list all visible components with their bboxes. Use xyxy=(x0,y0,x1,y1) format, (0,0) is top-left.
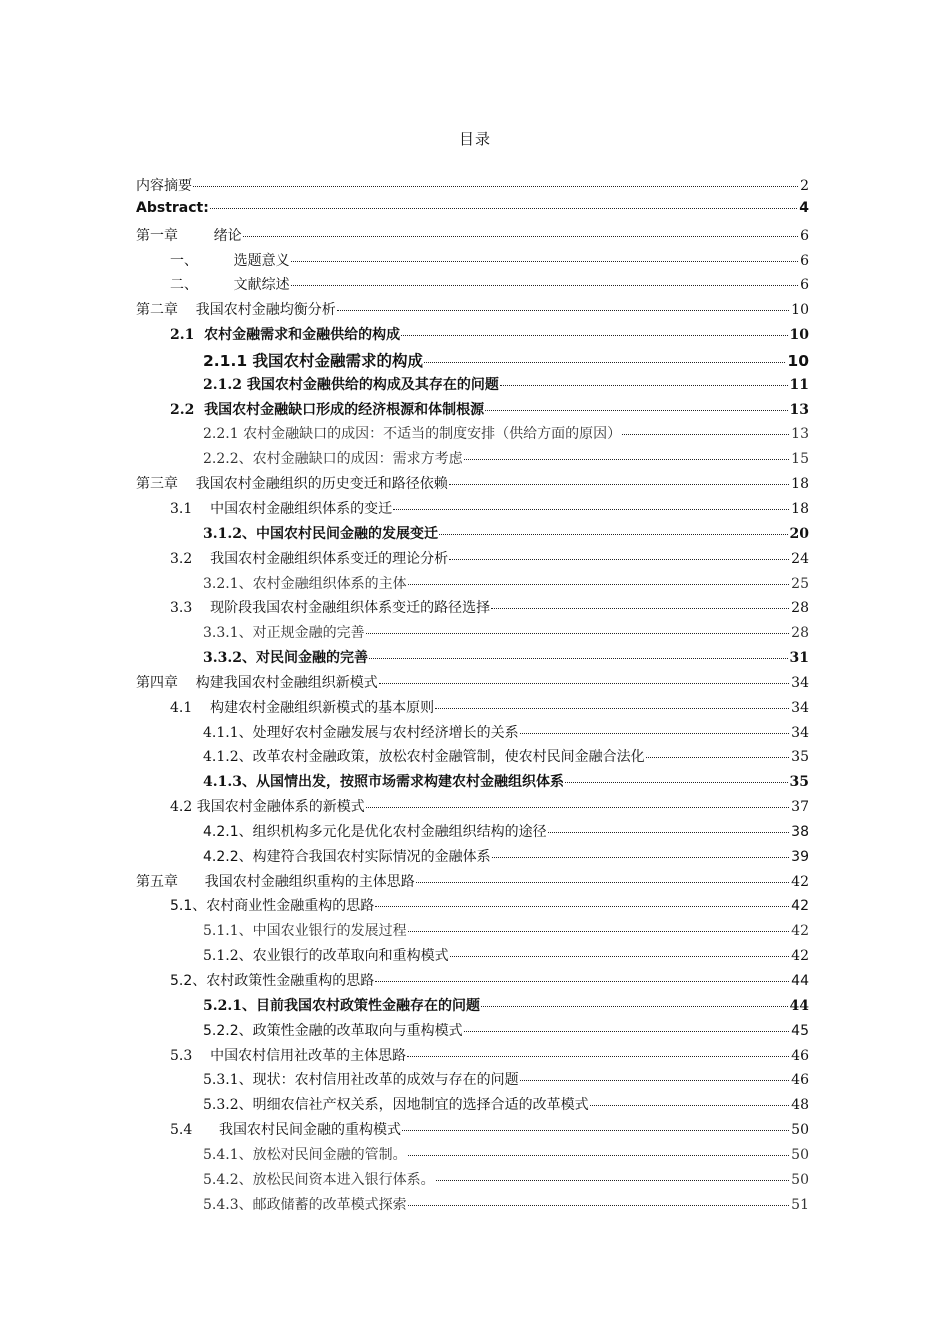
dot-leader xyxy=(375,980,789,982)
toc-page-number: 28 xyxy=(791,600,809,617)
dot-leader xyxy=(416,881,789,883)
toc-page-number: 6 xyxy=(800,227,809,244)
toc-page-number: 45 xyxy=(791,1022,809,1039)
toc-entry[interactable] xyxy=(136,1169,809,1194)
toc-title: 目录 xyxy=(458,130,491,148)
toc-entry[interactable] xyxy=(136,498,809,523)
toc-entry-label: 5.4 我国农村民间金融的重构模式 xyxy=(170,1122,401,1139)
toc-entry-label: 一、 选题意义 xyxy=(170,252,290,269)
toc-entry[interactable] xyxy=(136,399,809,424)
dot-leader xyxy=(243,235,798,237)
toc-entry[interactable] xyxy=(136,821,809,846)
toc-entry[interactable] xyxy=(136,423,809,448)
toc-entry-label: 3.3.2、对民间金融的完善 xyxy=(203,650,368,667)
toc-page-number: 6 xyxy=(800,252,809,269)
toc-entry[interactable] xyxy=(136,771,809,796)
toc-page-number: 18 xyxy=(791,500,809,517)
toc-entry-label: 5.1.2、农业银行的改革取向和重构模式 xyxy=(203,948,449,965)
dot-leader xyxy=(291,260,798,262)
toc-entry-label: 5.2.2、政策性金融的改革取向与重构模式 xyxy=(203,1022,463,1039)
dot-leader xyxy=(291,284,798,286)
dot-leader xyxy=(408,1204,790,1206)
toc-page-number: 46 xyxy=(791,1072,809,1089)
toc-entry-label: 4.2 我国农村金融体系的新模式 xyxy=(170,799,365,816)
toc-entry[interactable] xyxy=(136,970,809,995)
toc-page-number: 51 xyxy=(791,1196,809,1213)
toc-page-number: 42 xyxy=(791,923,809,940)
toc-entry-label: 2.2 我国农村金融缺口形成的经济根源和体制根源 xyxy=(170,401,485,418)
toc-page-number: 28 xyxy=(791,625,809,642)
toc-page-number: 2 xyxy=(800,178,809,194)
toc-entry[interactable] xyxy=(136,274,809,299)
toc-entry[interactable] xyxy=(136,1119,809,1144)
dot-leader xyxy=(439,533,788,535)
toc-page-number: 10 xyxy=(791,302,809,319)
toc-entry[interactable] xyxy=(136,597,809,622)
dot-leader xyxy=(449,558,789,560)
toc-entry-label: 4.1 构建农村金融组织新模式的基本原则 xyxy=(170,699,435,716)
toc-entry-label: 第一章 绪论 xyxy=(136,227,242,244)
toc-entry[interactable] xyxy=(136,995,809,1020)
dot-leader xyxy=(500,384,788,386)
toc-entry[interactable] xyxy=(136,175,809,200)
dot-leader xyxy=(402,1129,789,1131)
toc-page-number: 35 xyxy=(789,774,809,791)
toc-entry[interactable] xyxy=(136,697,809,722)
toc-entry-label: 3.2.1、农村金融组织体系的主体 xyxy=(203,575,407,592)
toc-entry[interactable] xyxy=(136,722,809,747)
toc-page-number: 42 xyxy=(791,873,809,890)
toc-page-number: 50 xyxy=(791,1122,809,1139)
toc-entry-label: 2.1 农村金融需求和金融供给的构成 xyxy=(170,327,401,344)
toc-entry-label: 5.4.1、放松对民间金融的管制。 xyxy=(203,1146,407,1163)
dot-leader xyxy=(485,409,787,411)
toc-entry[interactable] xyxy=(136,796,809,821)
dot-leader xyxy=(464,1030,790,1032)
toc-page-number: 10 xyxy=(789,327,809,344)
toc-entry[interactable] xyxy=(136,324,809,349)
dot-leader xyxy=(464,458,790,460)
toc-page-number: 6 xyxy=(800,277,809,294)
toc-page-number: 18 xyxy=(791,476,809,493)
toc-entry-label: 第二章 我国农村金融均衡分析 xyxy=(136,302,336,319)
toc-page-number: 34 xyxy=(791,724,809,741)
dot-leader xyxy=(435,707,789,709)
toc-entry-label: 第四章 构建我国农村金融组织新模式 xyxy=(136,674,378,691)
toc-page-number: 34 xyxy=(791,674,809,691)
dot-leader xyxy=(408,930,790,932)
toc-entry-label: 5.1.1、中国农业银行的发展过程 xyxy=(203,923,407,940)
toc-entry[interactable] xyxy=(136,1094,809,1119)
toc-entry-label: 第三章 我国农村金融组织的历史变迁和路径依赖 xyxy=(136,476,448,493)
toc-entry[interactable] xyxy=(136,1144,809,1169)
dot-leader xyxy=(366,632,790,634)
toc-page-number: 31 xyxy=(789,650,809,667)
toc-entry-label: 4.2.1、组织机构多元化是优化农村金融组织结构的途径 xyxy=(203,823,547,840)
toc-page-number: 11 xyxy=(789,376,809,393)
toc-page-number: 10 xyxy=(787,351,809,370)
toc-page-number: 37 xyxy=(791,799,809,816)
dot-leader xyxy=(622,433,789,435)
dot-leader xyxy=(491,607,789,609)
dot-leader xyxy=(450,955,790,957)
toc-entry[interactable] xyxy=(136,573,809,598)
toc-entry-label: 2.2.1 农村金融缺口的成因：不适当的制度安排（供给方面的原因） xyxy=(203,426,622,443)
toc-entry-label: 3.3 现阶段我国农村金融组织体系变迁的路径选择 xyxy=(170,600,491,617)
dot-leader xyxy=(548,831,790,833)
dot-leader xyxy=(408,1154,790,1156)
toc-entry-label: 5.2.1、目前我国农村政策性金融存在的问题 xyxy=(203,997,480,1014)
dot-leader xyxy=(449,483,789,485)
toc-entry[interactable] xyxy=(136,920,809,945)
toc-page-number: 4 xyxy=(799,199,809,216)
toc-entry[interactable] xyxy=(136,349,809,374)
dot-leader xyxy=(375,905,789,907)
toc-page-number: 20 xyxy=(789,525,809,542)
toc-page-number: 42 xyxy=(791,898,809,915)
toc-page-number: 50 xyxy=(791,1146,809,1163)
dot-leader xyxy=(481,1005,788,1007)
toc-entry[interactable] xyxy=(136,250,809,275)
toc-entry-label: 第五章 我国农村金融组织重构的主体思路 xyxy=(136,873,415,890)
toc-page-number: 35 xyxy=(791,749,809,766)
toc-entry[interactable] xyxy=(136,746,809,771)
toc-entry-label: 2.2.2、农村金融缺口的成因：需求方考虑 xyxy=(203,451,463,468)
toc-entry-label: 5.3.1、现状：农村信用社改革的成效与存在的问题 xyxy=(203,1072,519,1089)
toc-entry[interactable] xyxy=(136,1194,809,1219)
toc-entry[interactable] xyxy=(136,548,809,573)
toc-entry[interactable] xyxy=(136,1020,809,1045)
toc-entry[interactable] xyxy=(136,945,809,970)
toc-entry[interactable] xyxy=(136,672,809,697)
toc-page-number: 13 xyxy=(789,401,809,418)
dot-leader xyxy=(337,309,789,311)
toc-entry[interactable] xyxy=(136,200,809,225)
dot-leader xyxy=(646,756,790,758)
toc-page-number: 24 xyxy=(791,550,809,567)
toc-entry[interactable] xyxy=(136,225,809,250)
toc-entry-label: 5.3 中国农村信用社改革的主体思路 xyxy=(170,1047,407,1064)
toc-page-number: 15 xyxy=(791,451,809,468)
toc-entry-label: 4.1.2、改革农村金融政策，放松农村金融管制，使农村民间金融合法化 xyxy=(203,749,645,766)
toc-entry[interactable] xyxy=(136,448,809,473)
toc-page-number: 38 xyxy=(791,823,809,840)
toc-entry[interactable] xyxy=(136,523,809,548)
toc-entry-label: 5.4.2、放松民间资本进入银行体系。 xyxy=(203,1171,435,1188)
dot-leader xyxy=(565,781,788,783)
dot-leader xyxy=(590,1104,790,1106)
dot-leader xyxy=(379,682,789,684)
toc-page-number: 39 xyxy=(791,848,809,865)
dot-leader xyxy=(520,732,790,734)
toc-entry-label: 3.2 我国农村金融组织体系变迁的理论分析 xyxy=(170,550,449,567)
toc-entry-label: 二、 文献综述 xyxy=(170,277,290,294)
toc-page-number: 44 xyxy=(789,997,809,1014)
toc-entry-label: 2.1.2 我国农村金融供给的构成及其存在的问题 xyxy=(203,376,499,393)
toc-page-number: 44 xyxy=(791,973,809,989)
toc-entry[interactable] xyxy=(136,647,809,672)
toc-page-number: 34 xyxy=(791,699,809,716)
dot-leader xyxy=(366,806,789,808)
toc-entry-label: 3.1.2、中国农村民间金融的发展变迁 xyxy=(203,525,438,542)
toc-entry[interactable] xyxy=(136,1045,809,1070)
toc-page-number: 48 xyxy=(791,1097,809,1114)
toc-entry[interactable] xyxy=(136,299,809,324)
toc-entry[interactable] xyxy=(136,846,809,871)
toc-page-number: 42 xyxy=(791,948,809,965)
toc-entry[interactable] xyxy=(136,374,809,399)
dot-leader xyxy=(193,185,798,187)
dot-leader xyxy=(492,856,790,858)
toc-page-number: 46 xyxy=(791,1047,809,1064)
toc-entry[interactable] xyxy=(136,622,809,647)
toc-page-number: 50 xyxy=(791,1171,809,1188)
dot-leader xyxy=(210,207,797,209)
toc-entry-label: 3.1 中国农村金融组织体系的变迁 xyxy=(170,500,393,517)
toc-entry-label: 4.2.2、构建符合我国农村实际情况的金融体系 xyxy=(203,848,491,865)
dot-leader xyxy=(520,1079,790,1081)
toc-entry-label: 3.3.1、对正规金融的完善 xyxy=(203,625,365,642)
dot-leader xyxy=(393,508,789,510)
dot-leader xyxy=(408,583,790,585)
toc-page-number: 13 xyxy=(791,426,809,443)
dot-leader xyxy=(407,1055,789,1057)
toc-entry-label: 5.1、农村商业性金融重构的思路 xyxy=(170,898,375,915)
toc-entry-label: 5.3.2、明细农信社产权关系，因地制宜的选择合适的改革模式 xyxy=(203,1097,589,1114)
dot-leader xyxy=(424,361,785,363)
toc-entry[interactable] xyxy=(136,871,809,896)
toc-entry[interactable] xyxy=(136,473,809,498)
toc-entry-label: 4.1.1、处理好农村金融发展与农村经济增长的关系 xyxy=(203,724,519,741)
toc-page-number: 25 xyxy=(791,575,809,592)
toc-entry[interactable] xyxy=(136,895,809,920)
toc-entry-label: 内容摘要 xyxy=(136,178,192,194)
toc-entry-label: 5.4.3、邮政储蓄的改革模式探索 xyxy=(203,1196,407,1213)
toc-entry-label: 4.1.3、从国情出发，按照市场需求构建农村金融组织体系 xyxy=(203,774,564,791)
toc-entry-label: 5.2、农村政策性金融重构的思路 xyxy=(170,973,375,989)
dot-leader xyxy=(369,657,788,659)
toc-entry-label: Abstract: xyxy=(136,199,209,216)
toc-entry[interactable] xyxy=(136,1069,809,1094)
dot-leader xyxy=(436,1179,790,1181)
toc-entry-label: 2.1.1 我国农村金融需求的构成 xyxy=(203,351,424,370)
dot-leader xyxy=(401,334,787,336)
table-of-contents xyxy=(136,175,809,1218)
